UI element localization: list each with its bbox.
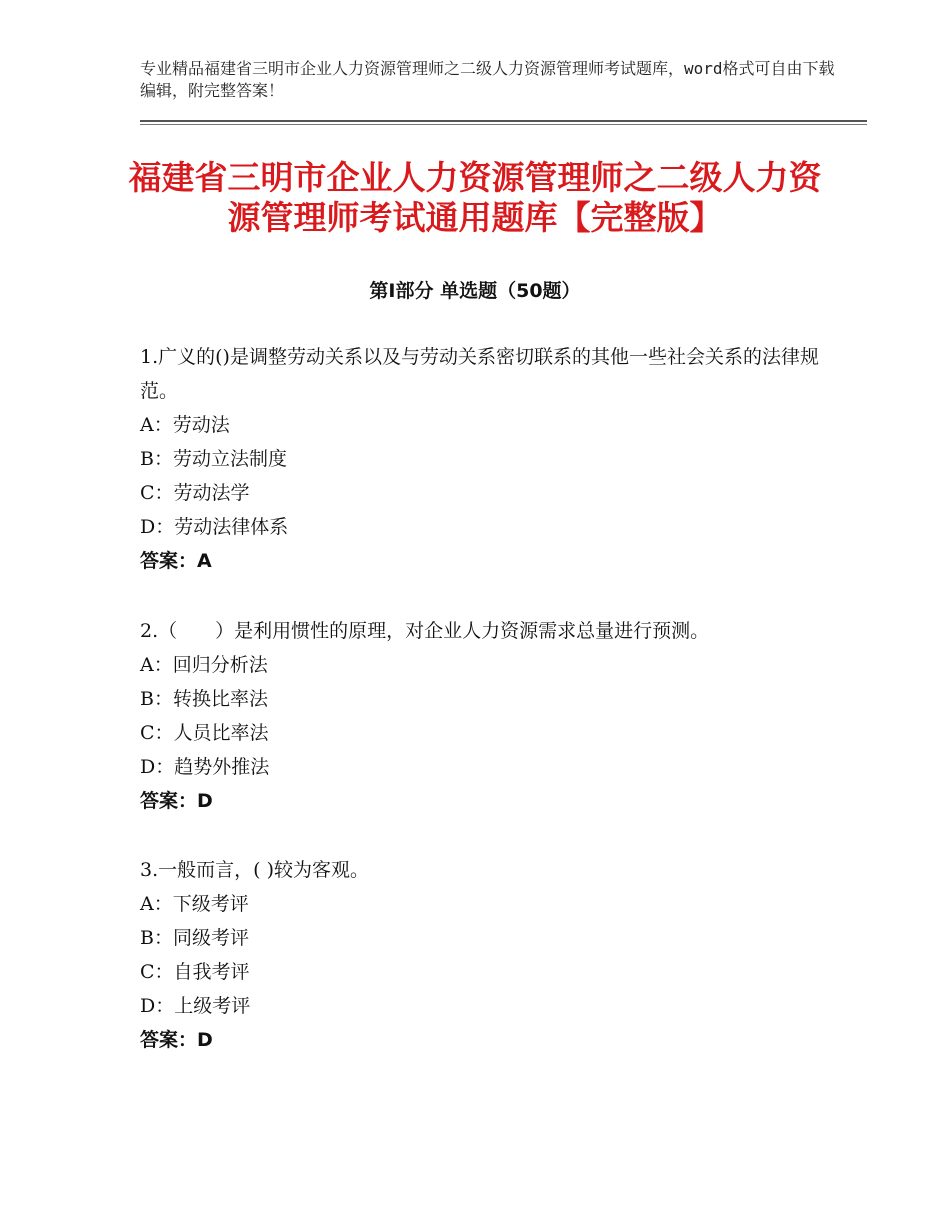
header-divider — [140, 120, 867, 122]
option-b: B：劳动立法制度 — [140, 448, 287, 470]
option-c: C：人员比率法 — [140, 722, 269, 744]
question-1 — [140, 340, 820, 578]
answer: 答案：A — [140, 550, 212, 572]
option-a: A：回归分析法 — [140, 654, 268, 676]
answer: 答案：D — [140, 790, 213, 812]
question-text: 1.广义的()是调整劳动关系以及与劳动关系密切联系的其他一些社会关系的法律规范。 — [140, 346, 819, 402]
question-text: 2.（ ）是利用惯性的原理，对企业人力资源需求总量进行预测。 — [140, 620, 710, 642]
option-d: D：上级考评 — [140, 995, 251, 1017]
option-c: C：自我考评 — [140, 961, 250, 983]
option-b: B：转换比率法 — [140, 688, 268, 710]
option-a: A：下级考评 — [140, 893, 249, 915]
option-d: D：趋势外推法 — [140, 756, 270, 778]
header-note: 专业精品福建省三明市企业人力资源管理师之二级人力资源管理师考试题库，word格式可自由下载编辑，附完整答案！ — [140, 59, 835, 100]
option-c: C：劳动法学 — [140, 482, 250, 504]
document-title: 福建省三明市企业人力资源管理师之二级人力资源管理师考试通用题库【完整版】 — [128, 158, 822, 237]
option-b: B：同级考评 — [140, 927, 249, 949]
option-a: A：劳动法 — [140, 414, 230, 436]
question-2 — [140, 614, 820, 818]
section-heading: 第Ⅰ部分 单选题（50题） — [369, 280, 581, 302]
question-text: 3.一般而言，( )较为客观。 — [140, 859, 369, 881]
question-3 — [140, 853, 820, 1057]
header-divider-thin — [140, 124, 867, 125]
answer: 答案：D — [140, 1029, 213, 1051]
option-d: D：劳动法律体系 — [140, 516, 289, 538]
